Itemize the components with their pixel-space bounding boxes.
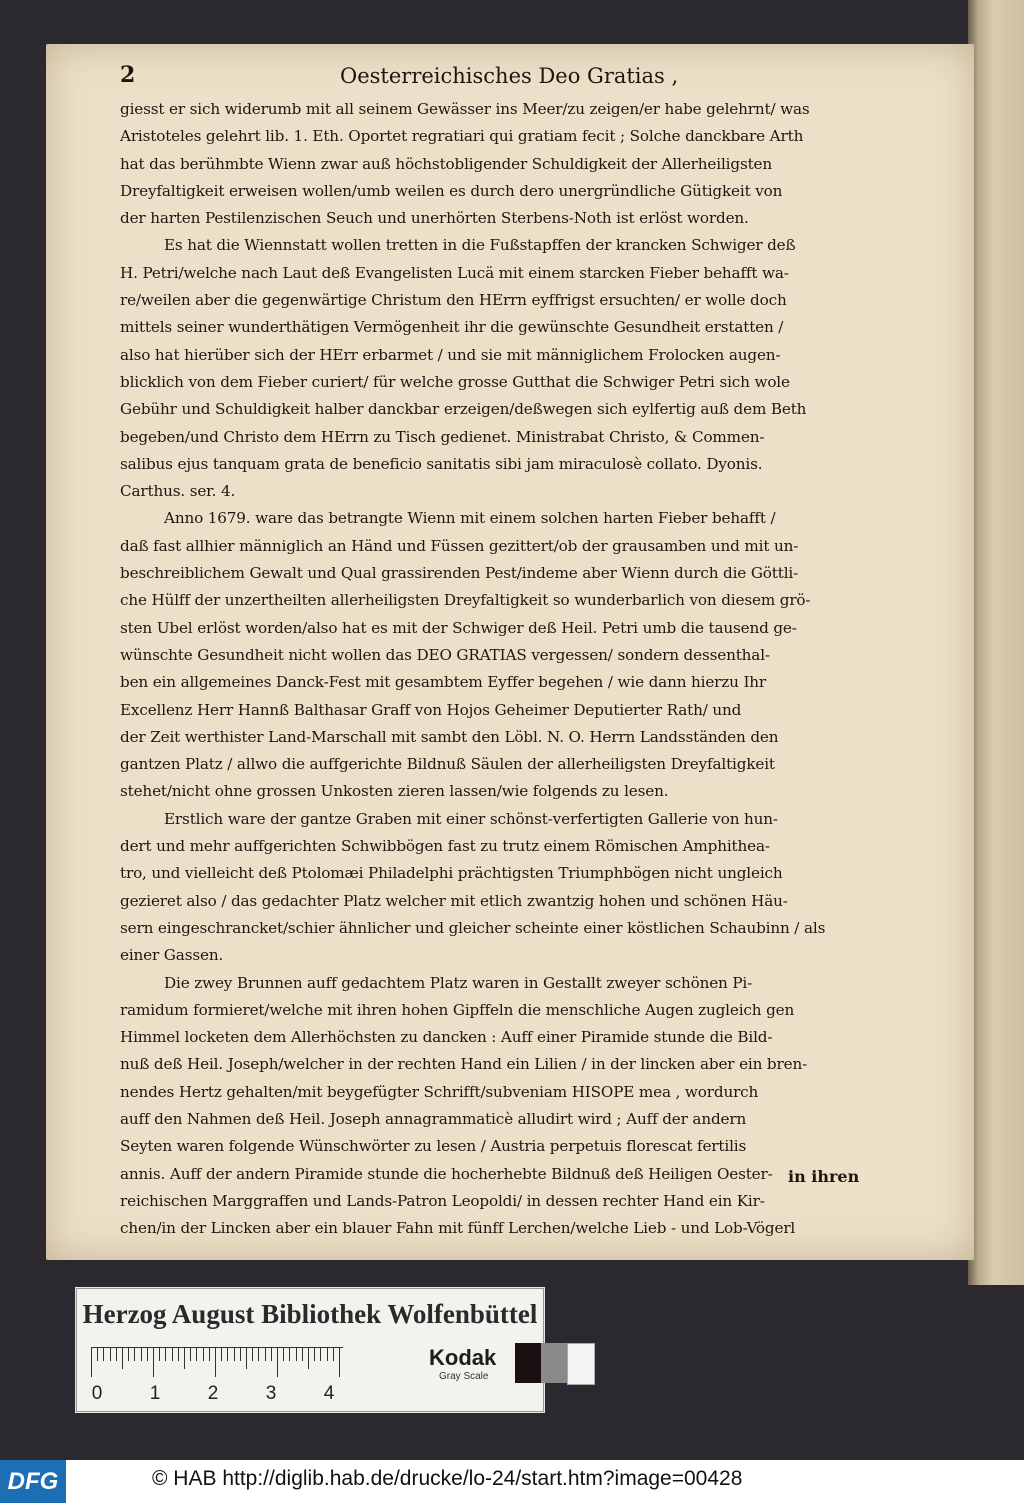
ruler-tick xyxy=(333,1347,334,1361)
page-header xyxy=(120,62,890,96)
text-line: Es hat die Wiennstatt wollen tretten in die Fußstapffen der krancken Schwiger deß xyxy=(164,236,796,255)
ruler-tick xyxy=(246,1347,247,1369)
ruler-tick xyxy=(153,1347,154,1377)
text-line: nendes Hertz gehalten/mit beygefügter Schrifft/subveniam HISOPE mea , wordurch xyxy=(120,1082,759,1101)
text-line: blicklich von dem Fieber curiert/ für welche grosse Gutthat die Schwiger Petri sich wole xyxy=(120,372,790,391)
text-line: wünschte Gesundheit nicht wollen das DEO GRATIAS vergessen/ sondern dessenthal- xyxy=(120,645,770,664)
kodak-brand: Kodak xyxy=(429,1345,497,1370)
ruler-tick xyxy=(240,1347,241,1361)
text-line: sern eingeschrancket/schier ähnlicher und gleicher scheinte einer köstlichen Schaubinn / als xyxy=(120,918,826,937)
ruler-tick xyxy=(141,1347,142,1361)
ruler-number: 2 xyxy=(207,1383,219,1404)
text-line: der harten Pestilenzischen Seuch und unerhörten Sterbens-Noth ist erlöst worden. xyxy=(120,209,749,228)
catchword: in ihren xyxy=(788,1167,860,1186)
footer-bar xyxy=(0,1460,1024,1503)
text-line: re/weilen aber die gegenwärtige Christum den HErrn eyffrigst ersuchten/ er wolle doch xyxy=(120,291,787,310)
body-text xyxy=(120,96,910,1242)
text-line: gantzen Platz / allwo die auffgerichte Bildnuß Säulen der allerheiligsten Dreyfaltigkeit xyxy=(120,755,775,774)
ruler-tick xyxy=(159,1347,160,1361)
text-line: chen/in der Lincken aber ein blauer Fahn mit fünff Lerchen/welche Lieb - und Lob-Vögerl xyxy=(120,1219,796,1238)
ruler-number: 3 xyxy=(265,1383,277,1404)
text-line: Excellenz Herr Hannß Balthasar Graff von Hojos Geheimer Deputierter Rath/ und xyxy=(120,700,742,719)
ruler-tick xyxy=(221,1347,222,1361)
text-line: annis. Auff der andern Piramide stunde die hocherhebte Bildnuß deß Heiligen Oester- xyxy=(120,1164,773,1183)
dfg-logo: DFG xyxy=(0,1460,66,1503)
text-line: sten Ubel erlöst worden/also hat es mit der Schwiger deß Heil. Petri umb die tausend ge- xyxy=(120,618,797,637)
gray-patch-light xyxy=(567,1343,595,1385)
ruler-tick xyxy=(289,1347,290,1361)
ruler-tick xyxy=(172,1347,173,1361)
text-line: Die zwey Brunnen auff gedachtem Platz waren in Gestallt zweyer schönen Pi- xyxy=(164,973,753,992)
text-line: Carthus. ser. 4. xyxy=(120,482,236,501)
ruler-tick xyxy=(110,1347,111,1361)
page-number: 2 xyxy=(120,62,136,88)
text-line: Erstlich ware der gantze Graben mit einer schönst-verfertigten Gallerie von hun- xyxy=(164,809,778,828)
text-line: dert und mehr auffgerichten Schwibbögen fast zu trutz einem Römischen Amphithea- xyxy=(120,837,770,856)
ruler-tick xyxy=(327,1347,328,1361)
ruler-tick xyxy=(203,1347,204,1361)
adjacent-page-edge xyxy=(968,0,1024,1285)
text-line: stehet/nicht ohne grossen Unkosten zieren lassen/wie folgends zu lesen. xyxy=(120,782,669,801)
text-line: hat das berühmbte Wienn zwar auß höchstobligender Schuldigkeit der Allerheiligsten xyxy=(120,154,773,173)
ruler-number: 4 xyxy=(323,1383,335,1404)
ruler-tick xyxy=(234,1347,235,1361)
ruler-tick xyxy=(258,1347,259,1361)
library-name: Herzog August Bibliothek Wolfenbüttel xyxy=(82,1299,538,1329)
ruler-tick xyxy=(190,1347,191,1361)
ruler-tick xyxy=(339,1347,340,1377)
gray-patch-dark xyxy=(515,1343,541,1383)
ruler-tick xyxy=(283,1347,284,1361)
text-line: begeben/und Christo dem HErrn zu Tisch gedienet. Ministrabat Christo, & Commen- xyxy=(120,427,765,446)
text-line: der Zeit werthister Land-Marschall mit sambt den Löbl. N. O. Herrn Landsständen den xyxy=(120,727,779,746)
text-line: also hat hierüber sich der HErr erbarmet / und sie mit männiglichem Frolocken augen- xyxy=(120,345,781,364)
ruler-tick xyxy=(320,1347,321,1361)
ruler-tick xyxy=(277,1347,278,1377)
text-line: beschreiblichem Gewalt und Qual grassirenden Pest/indeme aber Wienn durch die Göttli- xyxy=(120,564,799,583)
gray-patch-mid xyxy=(541,1343,567,1383)
text-line: auff den Nahmen deß Heil. Joseph annagrammaticè alludirt wird ; Auff der andern xyxy=(120,1109,747,1128)
ruler-number: 0 xyxy=(91,1383,103,1404)
text-line: Dreyfaltigkeit erweisen wollen/umb weilen es durch dero unergründliche Gütigkeit von xyxy=(120,181,783,200)
ruler-tick xyxy=(209,1347,210,1361)
text-line: nuß deß Heil. Joseph/welcher in der rechten Hand ein Lilien / in der lincken aber ein bren- xyxy=(120,1055,808,1074)
ruler-tick xyxy=(103,1347,104,1361)
copyright-link[interactable]: © HAB http://diglib.hab.de/drucke/lo-24/start.htm?image=00428 xyxy=(152,1467,743,1490)
text-line: tro, und vielleicht deß Ptolomæi Philadelphi prächtigsten Triumphbögen nicht ungleich xyxy=(120,864,783,883)
ruler-tick xyxy=(128,1347,129,1361)
ruler-tick xyxy=(314,1347,315,1361)
text-line: einer Gassen. xyxy=(120,946,224,965)
ruler-tick xyxy=(196,1347,197,1361)
ruler-tick xyxy=(265,1347,266,1361)
text-line: che Hülff der unzertheilten allerheiligsten Dreyfaltigkeit so wunderbarlich von diesem grö- xyxy=(120,591,811,610)
text-line: daß fast allhier männiglich an Händ und Füssen gezittert/ob der grausamben und mit un- xyxy=(120,536,799,555)
ruler-tick xyxy=(271,1347,272,1361)
ruler-tick xyxy=(227,1347,228,1361)
ruler-tick xyxy=(178,1347,179,1361)
ruler-tick xyxy=(308,1347,309,1369)
ruler-tick xyxy=(302,1347,303,1361)
ruler-tick xyxy=(116,1347,117,1361)
text-line: Aristoteles gelehrt lib. 1. Eth. Oportet regratiari qui gratiam fecit ; Solche danckbare Arth xyxy=(120,127,804,146)
ruler-tick xyxy=(91,1347,92,1377)
ruler-tick xyxy=(134,1347,135,1361)
library-label xyxy=(76,1288,544,1412)
kodak-gray-scale: Gray Scale xyxy=(439,1371,489,1382)
running-head: Oesterreichisches Deo Gratias , xyxy=(340,64,679,88)
ruler-tick xyxy=(147,1347,148,1361)
ruler-tick xyxy=(215,1347,216,1377)
text-line: Anno 1679. ware das betrangte Wienn mit einem solchen harten Fieber behafft / xyxy=(164,509,776,528)
ruler-tick xyxy=(122,1347,123,1369)
text-line: salibus ejus tanquam grata de beneficio sanitatis sibi jam miraculosè collato. Dyonis. xyxy=(120,454,763,473)
text-line: mittels seiner wunderthätigen Vermögenheit ihr die gewünschte Gesundheit erstatten / xyxy=(120,318,784,337)
ruler-tick xyxy=(296,1347,297,1361)
ruler-tick xyxy=(97,1347,98,1361)
ruler-tick xyxy=(184,1347,185,1369)
text-line: Gebühr und Schuldigkeit halber danckbar erzeigen/deßwegen sich eylfertig auß dem Beth xyxy=(120,400,807,419)
text-line: giesst er sich widerumb mit all seinem Gewässer ins Meer/zu zeigen/er habe gelehrnt/ was xyxy=(120,100,810,118)
text-line: ben ein allgemeines Danck-Fest mit gesambtem Eyffer begehen / wie dann hierzu Ihr xyxy=(120,673,767,692)
ruler-number: 1 xyxy=(149,1383,161,1404)
scale-ruler xyxy=(91,1347,421,1404)
text-line: Himmel locketen dem Allerhöchsten zu dancken : Auff einer Piramide stunde die Bild- xyxy=(120,1028,773,1047)
ruler-tick xyxy=(165,1347,166,1361)
text-line: H. Petri/welche nach Laut deß Evangelisten Lucä mit einem starcken Fieber behafft wa- xyxy=(120,263,789,282)
text-line: reichischen Marggraffen und Lands-Patron Leopoldi/ in dessen rechter Hand ein Kir- xyxy=(120,1191,765,1210)
text-line: gezieret also / das gedachter Platz welcher mit etlich zwantzig hohen und schönen Häu- xyxy=(120,891,788,910)
ruler-tick xyxy=(252,1347,253,1361)
text-line: Seyten waren folgende Wünschwörter zu lesen / Austria perpetuis florescat fertilis xyxy=(120,1137,747,1156)
text-line: ramidum formieret/welche mit ihren hohen Gipffeln die menschliche Augen zugleich gen xyxy=(120,1000,795,1019)
